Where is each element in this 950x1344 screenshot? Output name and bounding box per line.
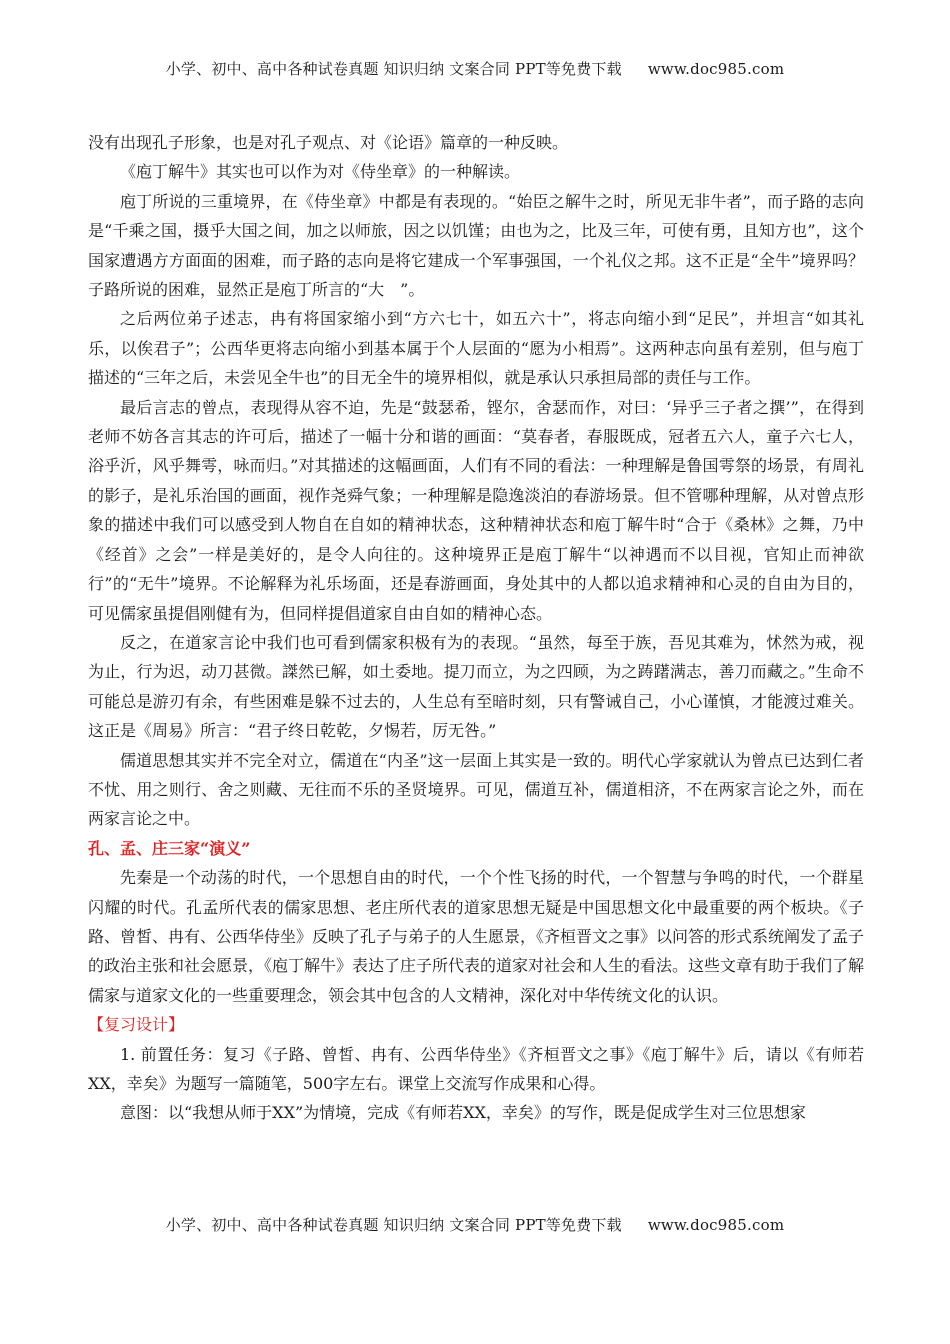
- paragraph: 《庖丁解牛》其实也可以作为对《侍坐章》的一种解读。: [120, 162, 521, 182]
- paragraph: 反之，在道家言论中我们也可看到儒家积极有为的表现。“虽然，每至于族，吾见其难为，怵然为戒，视为止，行为迟，动刀甚微。謋然已解，如土委地。提刀而立，为之四顾，为之踌躇满志，善刀而藏之。”生命不可能总是游刃有余，有些困难是躲不过去的，人生总有至暗时刻，只有警诫自己，小心谨慎，才能渡过难关。这正是《周易》所言：“君子终日乾乾，夕惕若，厉无咎。”: [88, 632, 864, 741]
- page-footer: [0, 1214, 950, 1235]
- document-body: [88, 128, 864, 1128]
- paragraph: 没有出现孔子形象，也是对孔子观点、对《论语》篇章的一种反映。: [88, 133, 569, 152]
- section-heading: 孔、孟、庄三家“演义”: [88, 838, 251, 858]
- review-design-label: 【复习设计】: [88, 1015, 185, 1035]
- footer-site-link[interactable]: www.doc985.com: [647, 1216, 785, 1234]
- header-text: 小学、初中、高中各种试卷真题 知识归纳 文案合同 PPT等免费下载: [165, 60, 622, 78]
- page-header: [0, 58, 950, 79]
- paragraph: 意图：以“我想从师于XX”为情境，完成《有师若XX，幸矣》的写作，既是促成学生对三位思想家: [120, 1103, 806, 1123]
- paragraph: 儒道思想其实并不完全对立，儒道在“内圣”这一层面上其实是一致的。明代心学家就认为曾点已达到仁者不忧、用之则行、舍之则藏、无往而不乐的圣贤境界。可见，儒道互补，儒道相济，不在两家言论之外，而在两家言论之中。: [88, 750, 864, 829]
- paragraph: 之后两位弟子述志，冉有将国家缩小到“方六七十，如五六十”，将志向缩小到“足民”，并坦言“如其礼乐，以俟君子”；公西华更将志向缩小到基本属于个人层面的“愿为小相焉”。这两种志向虽有差别，但与庖丁描述的“三年之后，未尝见全牛也”的目无全牛的境界相似，就是承认只承担局部的责任与工作。: [88, 309, 864, 388]
- header-site-link[interactable]: www.doc985.com: [647, 60, 785, 78]
- paragraph: 最后言志的曾点，表现得从容不迫，先是“鼓瑟希，铿尔，舍瑟而作，对曰：‘异乎三子者之撰’”，在得到老师不妨各言其志的许可后，描述了一幅十分和谐的画面：“莫春者，春服既成，冠者五六人，童子六七人，浴乎沂，风乎舞雩，咏而归。”对其描述的这幅画面，人们有不同的看法：一种理解是鲁国雩祭的场景，有周礼的影子，是礼乐治国的画面，视作尧舜气象；一种理解是隐逸淡泊的春游场景。但不管哪种理解，从对曾点形象的描述中我们可以感受到人物自在自如的精神状态，这种精神状态和庖丁解牛时“合于《桑林》之舞，乃中《经首》之会”一样是美好的，是令人向往的。这种境界正是庖丁解牛“以神遇而不以目视，官知止而神欲行”的“无牛”境界。不论解释为礼乐场面，还是春游画面，身处其中的人都以追求精神和心灵的自由为目的，可见儒家虽提倡刚健有为，但同样提倡道家自由自如的精神心态。: [88, 397, 864, 623]
- footer-text: 小学、初中、高中各种试卷真题 知识归纳 文案合同 PPT等免费下载: [165, 1216, 622, 1234]
- paragraph: 先秦是一个动荡的时代，一个思想自由的时代，一个个性飞扬的时代，一个智慧与争鸣的时代，一个群星闪耀的时代。孔孟所代表的儒家思想、老庄所代表的道家思想无疑是中国思想文化中最重要的两个板块。《子路、曾皙、冉有、公西华侍坐》反映了孔子与弟子的人生愿景，《齐桓晋文之事》以问答的形式系统阐发了孟子的政治主张和社会愿景，《庖丁解牛》表达了庄子所代表的道家对社会和人生的看法。这些文章有助于我们了解儒家与道家文化的一些重要理念，领会其中包含的人文精神，深化对中华传统文化的认识。: [88, 868, 865, 1005]
- paragraph: 庖丁所说的三重境界，在《侍坐章》中都是有表现的。“始臣之解牛之时，所见无非牛者”，而子路的志向是“千乘之国，摄乎大国之间，加之以师旅，因之以饥馑；由也为之，比及三年，可使有勇，且知方也”，这个国家遭遇方方面面的困难，而子路的志向是将它建成一个军事强国，一个礼仪之邦。这不正是“全牛”境界吗？子路所说的困难，显然正是庖丁所言的“大 ”。: [88, 191, 864, 300]
- paragraph: 1. 前置任务：复习《子路、曾皙、冉有、公西华侍坐》《齐桓晋文之事》《庖丁解牛》后，请以《有师若XX，幸矣》为题写一篇随笔，500字左右。课堂上交流写作成果和心得。: [88, 1044, 864, 1093]
